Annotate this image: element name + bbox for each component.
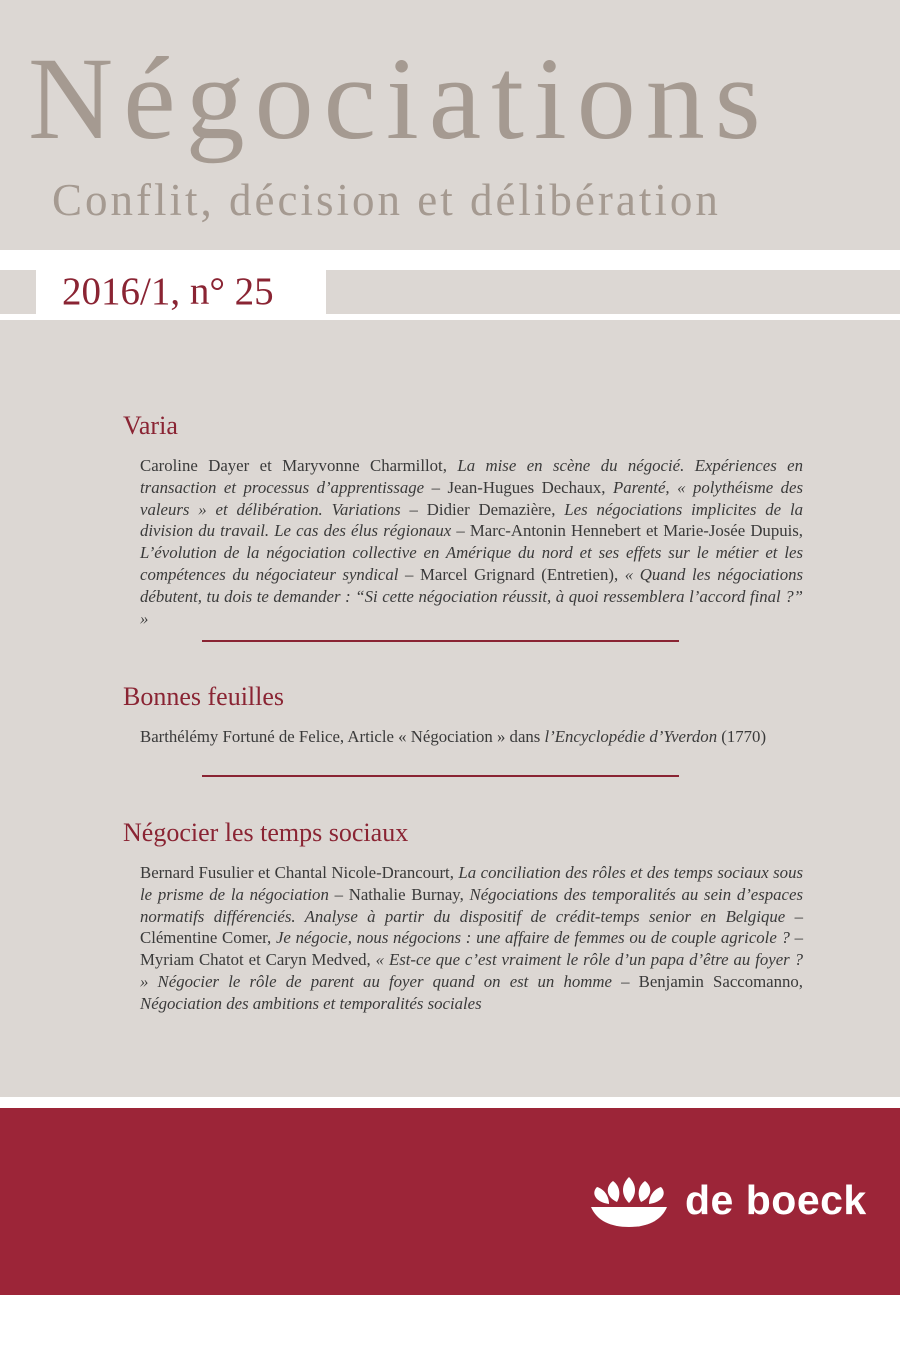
author-text: – Nathalie Burnay,: [328, 884, 470, 904]
author-text: – Clémentine Comer,: [140, 906, 803, 948]
article-title: « Est-ce que c’est vraiment le rôle d’un papa d’être au foyer ? » Négocier le rôle de parent au foyer quand on est un homme: [140, 950, 803, 991]
author-text: – Jean-Hugues Dechaux,: [424, 477, 613, 497]
leaf-bowl-logo-icon: [583, 1171, 675, 1229]
issue-band-right: [326, 270, 900, 314]
article-title: Négociations des temporalités au sein d’espaces normatifs différenciés. Analyse à partir du dispositif de crédit-temps senior en Belgique: [140, 884, 803, 926]
author-text: Barthélémy Fortuné de Felice, Article « Négociation » dans: [140, 727, 545, 746]
publisher-logo: [583, 1170, 867, 1230]
author-text: – Didier Demazière,: [400, 499, 565, 519]
author-text: – Marcel Grignard (Entretien),: [398, 564, 625, 584]
section-bonnes-feuilles: [123, 682, 803, 748]
section-temps-sociaux: [123, 818, 803, 1015]
section-body: [140, 726, 803, 748]
section-varia: [123, 411, 803, 629]
article-title: Les négociations implicites de la division du travail. Le cas des élus régionaux: [140, 499, 803, 541]
journal-subtitle: Conflit, décision et délibération: [52, 175, 721, 225]
section-title: Bonnes feuilles: [123, 682, 285, 711]
author-text: – Myriam Chatot et Caryn Medved,: [140, 928, 803, 970]
article-title: « Quand les négociations débutent, tu dois te demander : “Si cette négociation réussit, à quoi ressemblera l’accord final ?” »: [140, 564, 804, 628]
article-title: La conciliation des rôles et des temps sociaux sous le prisme de la négociation: [140, 863, 803, 904]
author-text: Caroline Dayer et Maryvonne Charmillot,: [140, 456, 458, 475]
author-text: – Benjamin Saccomanno,: [611, 971, 803, 991]
divider: [202, 640, 679, 642]
article-title: Je négocie, nous négocions : une affaire de femmes ou de couple agricole ?: [275, 928, 790, 948]
journal-title: Négociations: [28, 33, 771, 164]
issue-band-left: [0, 270, 36, 314]
author-text: – Marc-Antonin Hennebert et Marie-Josée Dupuis,: [451, 521, 803, 541]
section-title: Négocier les temps sociaux: [123, 818, 409, 847]
section-title: Varia: [123, 411, 178, 440]
divider: [202, 775, 679, 777]
cover-header: [0, 0, 900, 250]
article-title: La mise en scène du négocié. Expériences en transaction et processus d’apprentissage: [140, 456, 804, 497]
author-text: (1770): [717, 727, 767, 746]
article-title: l’Encyclopédie d’Yverdon: [544, 727, 718, 746]
section-body: [140, 455, 803, 629]
publisher-name: de boeck: [685, 1176, 867, 1223]
issue-number: 2016/1, n° 25: [62, 270, 274, 313]
article-title: Parenté, « polythéisme des valeurs » et délibération. Variations: [140, 477, 803, 519]
author-text: Bernard Fusulier et Chantal Nicole-Drancourt,: [140, 863, 459, 882]
article-title: Négociation des ambitions et temporalités sociales: [140, 993, 482, 1013]
section-body: [140, 862, 803, 1015]
article-title: L’évolution de la négociation collective en Amérique du nord et ses effets sur le métier et les compétences du négociateur syndical: [140, 543, 803, 584]
